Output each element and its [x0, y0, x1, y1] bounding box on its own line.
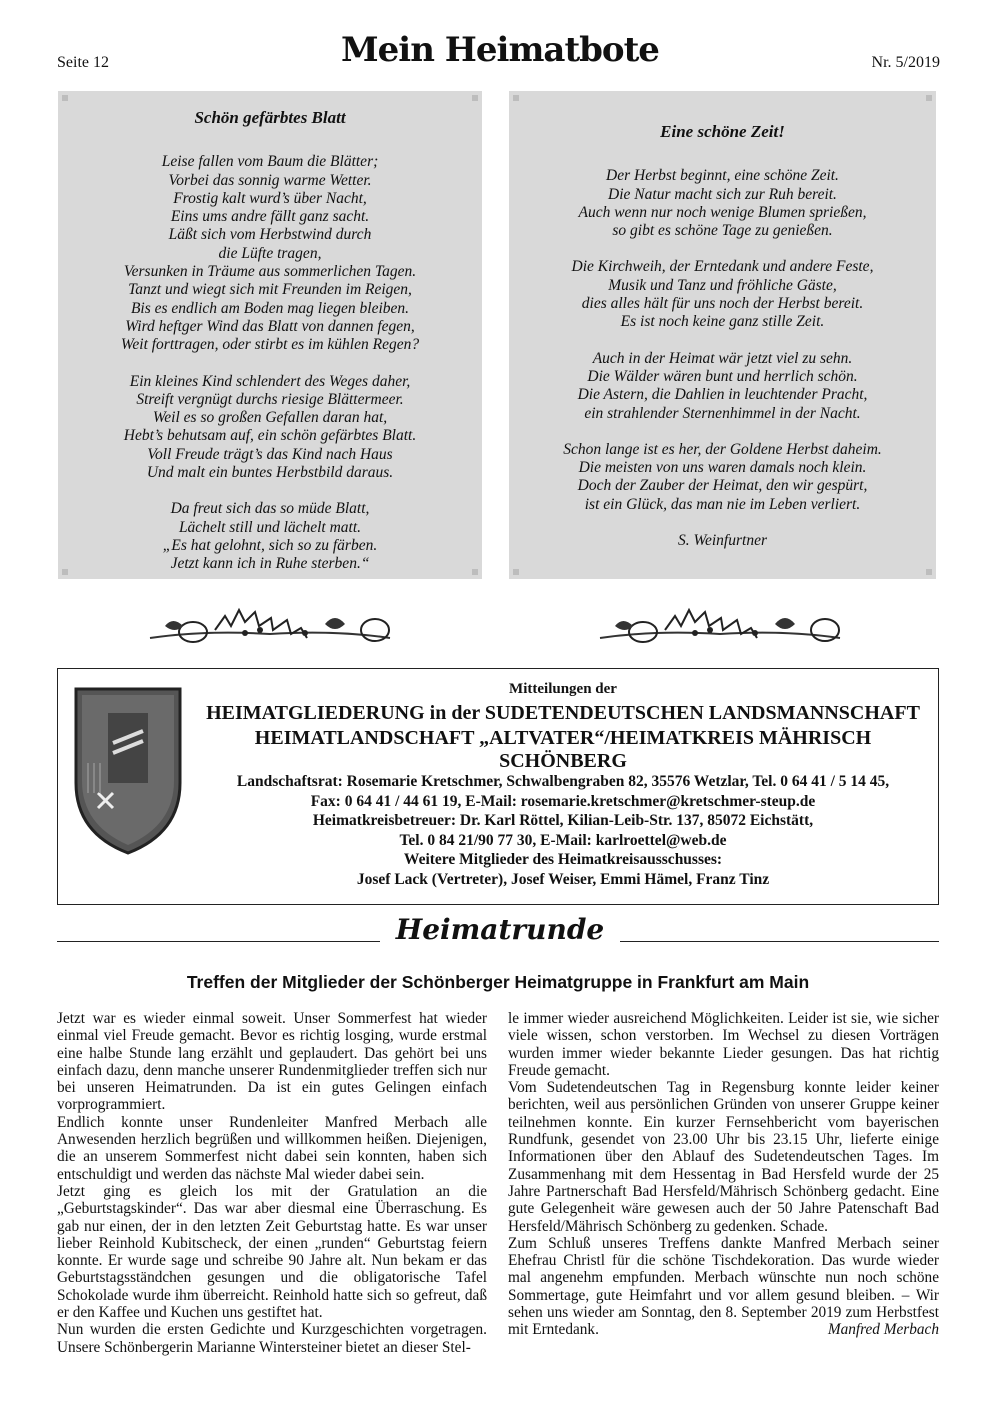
contact-block — [198, 772, 928, 890]
poem-title: Eine schöne Zeit! — [660, 122, 785, 141]
coat-of-arms-icon — [68, 683, 188, 858]
article-paragraph: Nun wurden die ersten Gedichte und Kurzgeschichten vorgetragen. Unsere Schönbergerin Marianne Wintersteiner bietet an dieser Stel- — [57, 1321, 487, 1356]
poem-line: Vorbei das sonnig warme Wetter. — [168, 171, 372, 189]
poem-line: Auch wenn nur noch wenige Blumen sprießen, — [578, 203, 867, 221]
poem-line: Die Wälder wären bunt und herrlich schön. — [587, 367, 858, 385]
article-paragraph: Jetzt war es wieder einmal soweit. Unser Sommerfest hat wieder einmal viel Freude gemacht. Bevor es richtig losging, wurde erstmal eine halbe Stunde lang erzählt und geplaudert. Das gehört bei uns einfach dazu, denn manche unserer Rundenmitglieder treffen sich nur bei unseren Heimatrunden. Da ist ein gutes Gelingen einfach vorprogrammiert. — [57, 1010, 487, 1114]
poem-line: die Lüfte tragen, — [218, 244, 322, 262]
poem-line: „Es hat gelohnt, sich so zu färben. — [162, 536, 378, 554]
poem-line: Doch der Zauber der Heimat, den wir gespürt, — [577, 477, 868, 495]
poem-stanza — [58, 373, 482, 483]
masthead-logo: Mein Heimatbote — [341, 30, 659, 70]
poem-line: Es ist noch keine ganz stille Zeit. — [620, 313, 825, 331]
autumn-harvest-ornament — [595, 600, 845, 648]
article-paragraph: Jetzt ging es gleich los mit der Gratulation an die „Geburtstagskinder“. Das war aber diesmal eine Überraschung. Es gab nur einen, der in den letzten Zeit Geburtstag hatte. Es war unser lieber Reinhold Kubitscheck, der einen „runden“ Geburtstag feiern konnte. Er wurde sage und schreibe 90 Jahre alt. Nun bekam er das Geburtstagsständchen gesungen und die obligatorische Tafel Schokolade wurde ihm überreicht. Reinhold hatte sich so gefreut, daß er den Kaffee und Kuchen uns gestiftet hat. — [57, 1182, 487, 1322]
contact-line: Heimatkreisbetreuer: Dr. Karl Röttel, Kilian-Leib-Str. 137, 85072 Eichstätt, — [312, 812, 814, 830]
poem-line: Wird heftger Wind das Blatt von dannen fegen, — [125, 317, 415, 335]
announcement-box — [57, 668, 939, 905]
poem-line: Die Natur macht sich zur Ruh bereit. — [608, 185, 837, 203]
contact-line: Weitere Mitglieder des Heimatkreisausschusses: — [403, 851, 723, 869]
contact-line: Fax: 0 64 41 / 44 61 19, E-Mail: rosemarie.kretschmer@kretschmer-steup.de — [310, 792, 816, 810]
poem-line: Die Astern, die Dahlien in leuchtender Pracht, — [577, 386, 868, 404]
poem-line: Leise fallen vom Baum die Blätter; — [161, 153, 379, 171]
poem-line: Ein kleines Kind schlendert des Weges daher, — [129, 372, 411, 390]
organization-name: HEIMATGLIEDERUNG in der SUDETENDEUTSCHEN LANDSMANNSCHAFT — [206, 702, 920, 724]
poem-line: Bis es endlich am Boden mag liegen bleiben. — [130, 299, 410, 317]
issue-number: Nr. 5/2019 — [871, 54, 940, 71]
announcement-intro: Mitteilungen der — [509, 681, 617, 697]
poem-line: Weit forttragen, oder stirbt es im kühlen Regen? — [120, 336, 420, 354]
poem-stanza — [509, 258, 936, 331]
poem-line: dies alles hält für uns noch der Herbst bereit. — [581, 295, 864, 313]
poem-line: ist ein Glück, das man nie im Leben verliert. — [584, 495, 861, 513]
poem-line: Frostig kalt wurd’s über Nacht, — [173, 189, 367, 207]
poem-line: Lächelt still und lächelt matt. — [178, 518, 362, 536]
poem-line: ein strahlender Sternenhimmel in der Nacht. — [584, 404, 861, 422]
article-column-left — [57, 1010, 487, 1356]
section-title: Heimatrunde — [380, 913, 620, 946]
poem-line: Versunken in Träume aus sommerlichen Tagen. — [123, 263, 417, 281]
organization-subname: HEIMATLANDSCHAFT „ALTVATER“/HEIMATKREIS MÄHRISCH SCHÖNBERG — [254, 727, 872, 772]
poem-line: Tanzt und wiegt sich mit Freunden im Reigen, — [128, 281, 412, 299]
poem-box-left — [58, 91, 482, 579]
poem-line: so gibt es schöne Tage zu genießen. — [612, 222, 833, 240]
poem-line: Voll Freude trägt’s das Kind nach Haus — [147, 445, 393, 463]
poem-line: Auch in der Heimat wär jetzt viel zu sehn. — [592, 349, 853, 367]
poem-stanza — [509, 441, 936, 514]
poem-line: Eins ums andre fällt ganz sacht. — [170, 208, 370, 226]
poem-line: Jetzt kann ich in Ruhe sterben.“ — [170, 555, 370, 573]
poem-line: Und malt ein buntes Herbstbild daraus. — [146, 464, 394, 482]
poem-line: Musik und Tanz und fröhliche Gäste, — [608, 276, 837, 294]
article-paragraph — [508, 1235, 939, 1339]
poem-line: Läßt sich vom Herbstwind durch — [168, 226, 372, 244]
poem-stanza — [58, 153, 482, 354]
article-paragraph: Endlich konnte unser Rundenleiter Manfred Merbach alle Anwesenden herzlich begrüßen und willkommen heißen. Diejenigen, die an unserem Sommerfest nicht dabei sein konnten, haben sich entschuldigt und werden das nächste Mal wieder dabei sein. — [57, 1113, 487, 1183]
poem-stanza — [509, 350, 936, 423]
contact-line: Tel. 0 84 21/90 77 30, E-Mail: karlroettel@web.de — [399, 831, 727, 849]
autumn-harvest-ornament — [145, 600, 395, 648]
poem-line: Hebt’s behutsam auf, ein schön gefärbtes Blatt. — [123, 427, 417, 445]
poem-title: Schön gefärbtes Blatt — [194, 108, 346, 127]
poem-line: Streift vergnügt durchs riesige Blättermeer. — [136, 390, 404, 408]
contact-line: Landschaftsrat: Rosemarie Kretschmer, Schwalbengraben 82, 35576 Wetzlar, Tel. 0 64 41 / 5 14 45, — [236, 773, 890, 790]
article-column-right — [508, 1010, 939, 1339]
poem-line: Weil es so großen Gefallen daran hat, — [152, 409, 388, 427]
article-paragraph: Vom Sudetendeutschen Tag in Regensburg konnte leider keiner berichten, weil aus persönlichen Gründen von unserer Gruppe keiner teilnehmen konnte. Ein kurzer Fernsehbericht vom bayerischen Rundfunk, gesendet von 23.00 Uhr bis 23.15 Uhr, lieferte einige Informationen über den Ablauf des Sudetendeutschen Tages. Im Zusammenhang mit dem Hessentag in Bad Hersfeld wurde der 25 Jahre Partnerschaft Bad Hersfeld/Mährisch Schönberg gedacht. Eine gute Gelegenheit wäre gewesen auch der 50 Jahre Patenschaft Bad Hersfeld/Mährisch Schönberg zu gedenken. Schade. — [508, 1079, 939, 1235]
poem-line: Der Herbst beginnt, eine schöne Zeit. — [606, 167, 839, 185]
poem-stanza — [58, 500, 482, 573]
poem-box-right — [509, 91, 936, 579]
poem-line: Die meisten von uns waren damals noch klein. — [578, 459, 867, 477]
article-paragraph-text: Zum Schluß unseres Treffens dankte Manfred Merbach seiner Ehefrau Christl für die schöne Tischdekoration. Das wurde wieder mal angenehm empfunden. Merbach wünschte nun noch schöne Sommertage, gute Heimfahrt und vor allem gesund bleiben. – Wir sehen uns wieder am Sonntag, den 8. September 2019 zum Herbstfest mit Erntedank. — [508, 1234, 939, 1339]
poem-author: S. Weinfurtner — [678, 532, 767, 550]
poem-line: Schon lange ist es her, der Goldene Herbst daheim. — [563, 440, 882, 458]
poem-line: Die Kirchweih, der Erntedank und andere Feste, — [571, 258, 874, 276]
article-byline: Manfred Merbach — [827, 1321, 939, 1339]
poem-line: Da freut sich das so müde Blatt, — [170, 500, 370, 518]
contact-line: Josef Lack (Vertreter), Josef Weiser, Emmi Hämel, Franz Tinz — [356, 870, 770, 888]
article-headline: Treffen der Mitglieder der Schönberger Heimatgruppe in Frankfurt am Main — [186, 972, 810, 992]
poem-stanza — [509, 167, 936, 240]
article-paragraph: le immer wieder ausreichend Möglichkeiten. Leider ist sie, wie sicher viele wissen, schon verstorben. Im Wechsel zu diesen Vorträgen wurden immer wieder bekannte Lieder gesungen. Das hat richtig Freude gemacht. — [508, 1010, 939, 1079]
page-number: Seite 12 — [57, 54, 109, 71]
